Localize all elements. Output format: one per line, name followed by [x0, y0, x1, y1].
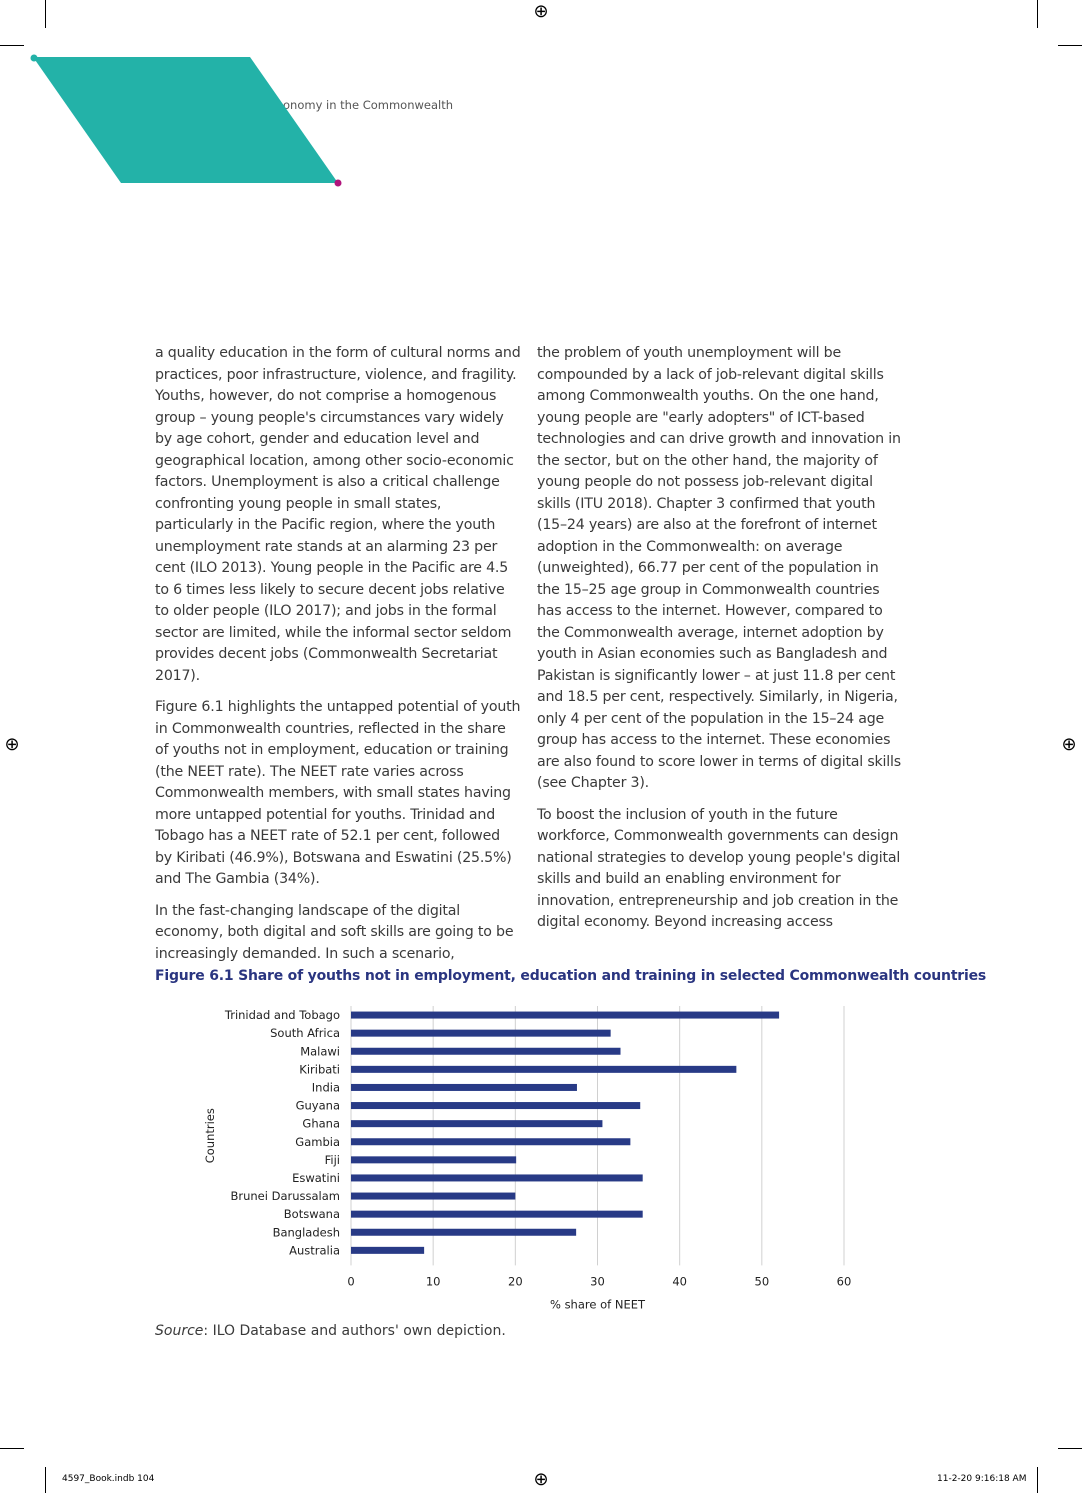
bar-chart: [0, 1000, 1082, 1320]
left-column: [155, 343, 521, 975]
y-tick-label: India: [311, 1080, 340, 1095]
crop-mark: [1037, 0, 1038, 28]
bar-trinidad-and-tobago: [351, 1012, 779, 1019]
x-tick-label: 30: [590, 1274, 605, 1289]
bar-malawi: [351, 1048, 621, 1055]
y-tick-label: Eswatini: [292, 1170, 340, 1185]
registration-mark-icon: ⊕: [4, 734, 20, 755]
x-tick-label: 20: [508, 1274, 523, 1289]
bar-south-africa: [351, 1030, 611, 1037]
bar-kiribati: [351, 1066, 736, 1073]
paragraph: Figure 6.1 highlights the untapped potential of youth in Commonwealth countries, reflected in the share of youths not in employment, education or training (the NEET rate). The NEET rate varies across Commonwealth members, with small states having more untapped potential for youths. Trinidad and Tobago has a NEET rate of 52.1 per cent, followed by Kiribati (46.9%), Botswana and Eswatini (25.5%) and The Gambia (34%).: [155, 699, 521, 887]
bar-brunei-darussalam: [351, 1193, 515, 1200]
y-tick-label: Bangladesh: [272, 1225, 340, 1240]
bar-fiji: [351, 1156, 516, 1163]
y-tick-label: Fiji: [324, 1152, 340, 1167]
x-axis-label: % share of NEET: [549, 1297, 646, 1312]
y-tick-label: Malawi: [300, 1044, 340, 1059]
bar-eswatini: [351, 1174, 643, 1181]
y-tick-label: Australia: [289, 1243, 340, 1258]
y-tick-label: Botswana: [283, 1207, 340, 1222]
y-axis-label: Countries: [203, 1108, 217, 1164]
x-tick-label: 0: [347, 1274, 355, 1289]
registration-mark-icon: ⊕: [533, 1469, 549, 1490]
running-header: onomy in the Commonwealth: [283, 98, 454, 112]
bar-bangladesh: [351, 1229, 576, 1236]
x-tick-label: 60: [836, 1274, 852, 1289]
bar-gambia: [351, 1138, 630, 1145]
header-decoration: [0, 0, 360, 200]
x-tick-label: 40: [672, 1274, 687, 1289]
footer-timestamp: 11-2-20 9:16:18 AM: [937, 1474, 1027, 1484]
bar-ghana: [351, 1120, 602, 1127]
y-tick-label: Ghana: [302, 1116, 340, 1131]
right-column: [537, 343, 903, 944]
x-tick-label: 50: [754, 1274, 770, 1289]
x-tick-label: 10: [425, 1274, 441, 1289]
y-tick-label: Gambia: [295, 1134, 340, 1149]
y-tick-label: Kiribati: [299, 1062, 340, 1077]
registration-mark-icon: ⊕: [533, 1, 549, 22]
crop-mark: [1058, 1448, 1082, 1449]
y-tick-label: Guyana: [295, 1098, 340, 1113]
crop-mark: [45, 1467, 46, 1493]
y-tick-label: South Africa: [270, 1026, 340, 1041]
crop-mark: [0, 1448, 24, 1449]
paragraph: a quality education in the form of cultural norms and practices, poor infrastructure, violence, and fragility. Youths, however, do not comprise a homogenous group – young people's circumstances vary widely by age cohort, gender and education level and geographical location, among other socio-economic factors. Unemployment is also a critical challenge confronting young people in small states, particularly in the Pacific region, where the youth unemployment rate stands at an alarming 23 per cent (ILO 2013). Young people in the Pacific are 4.5 to 6 times less likely to secure decent jobs relative to older people (ILO 2017); and jobs in the formal sector are limited, while the informal sector seldom provides decent jobs (Commonwealth Secretariat 2017).: [155, 345, 521, 684]
paragraph: the problem of youth unemployment will be compounded by a lack of job-relevant digital skills among Commonwealth youths. On the one hand, young people are "early adopters" of ICT-based technologies and can drive growth and innovation in the sector, but on the other hand, the majority of young people do not possess job-relevant digital skills (ITU 2018). Chapter 3 confirmed that youth (15–24 years) are also at the forefront of internet adoption in the Commonwealth: on average (unweighted), 66.77 per cent of the population in the 15–25 age group in Commonwealth countries has access to the internet. However, compared to the Commonwealth average, internet adoption by youth in Asian economies such as Bangladesh and Pakistan is significantly lower – at just 11.8 per cent and 18.5 per cent, respectively. Similarly, in Nigeria, only 4 per cent of the population in the 15–24 age group has access to the internet. These economies are also found to score lower in terms of digital skills (see Chapter 3).: [537, 345, 901, 791]
footer-file: 4597_Book.indb 104: [62, 1474, 155, 1484]
y-tick-label: Trinidad and Tobago: [224, 1008, 340, 1023]
registration-mark-icon: ⊕: [1061, 734, 1077, 755]
source-label: Source: [155, 1323, 204, 1339]
bar-australia: [351, 1247, 424, 1254]
figure-source: [155, 1323, 506, 1339]
figure-title: Figure 6.1 Share of youths not in employment, education and training in selected Commonwealth countries: [155, 968, 987, 984]
crop-mark: [1037, 1467, 1038, 1493]
bar-guyana: [351, 1102, 640, 1109]
bar-india: [351, 1084, 577, 1091]
paragraph: In the fast-changing landscape of the digital economy, both digital and soft skills are going to be increasingly demanded. In such a scenario,: [155, 902, 514, 962]
crop-mark: [1058, 45, 1082, 46]
bar-botswana: [351, 1211, 643, 1218]
paragraph: To boost the inclusion of youth in the future workforce, Commonwealth governments can design national strategies to develop young people's digital skills and build an enabling environment for innovation, entrepreneurship and job creation in the digital economy. Beyond increasing access: [537, 806, 901, 930]
y-tick-label: Brunei Darussalam: [230, 1189, 340, 1204]
source-text: : ILO Database and authors' own depiction.: [203, 1323, 506, 1339]
